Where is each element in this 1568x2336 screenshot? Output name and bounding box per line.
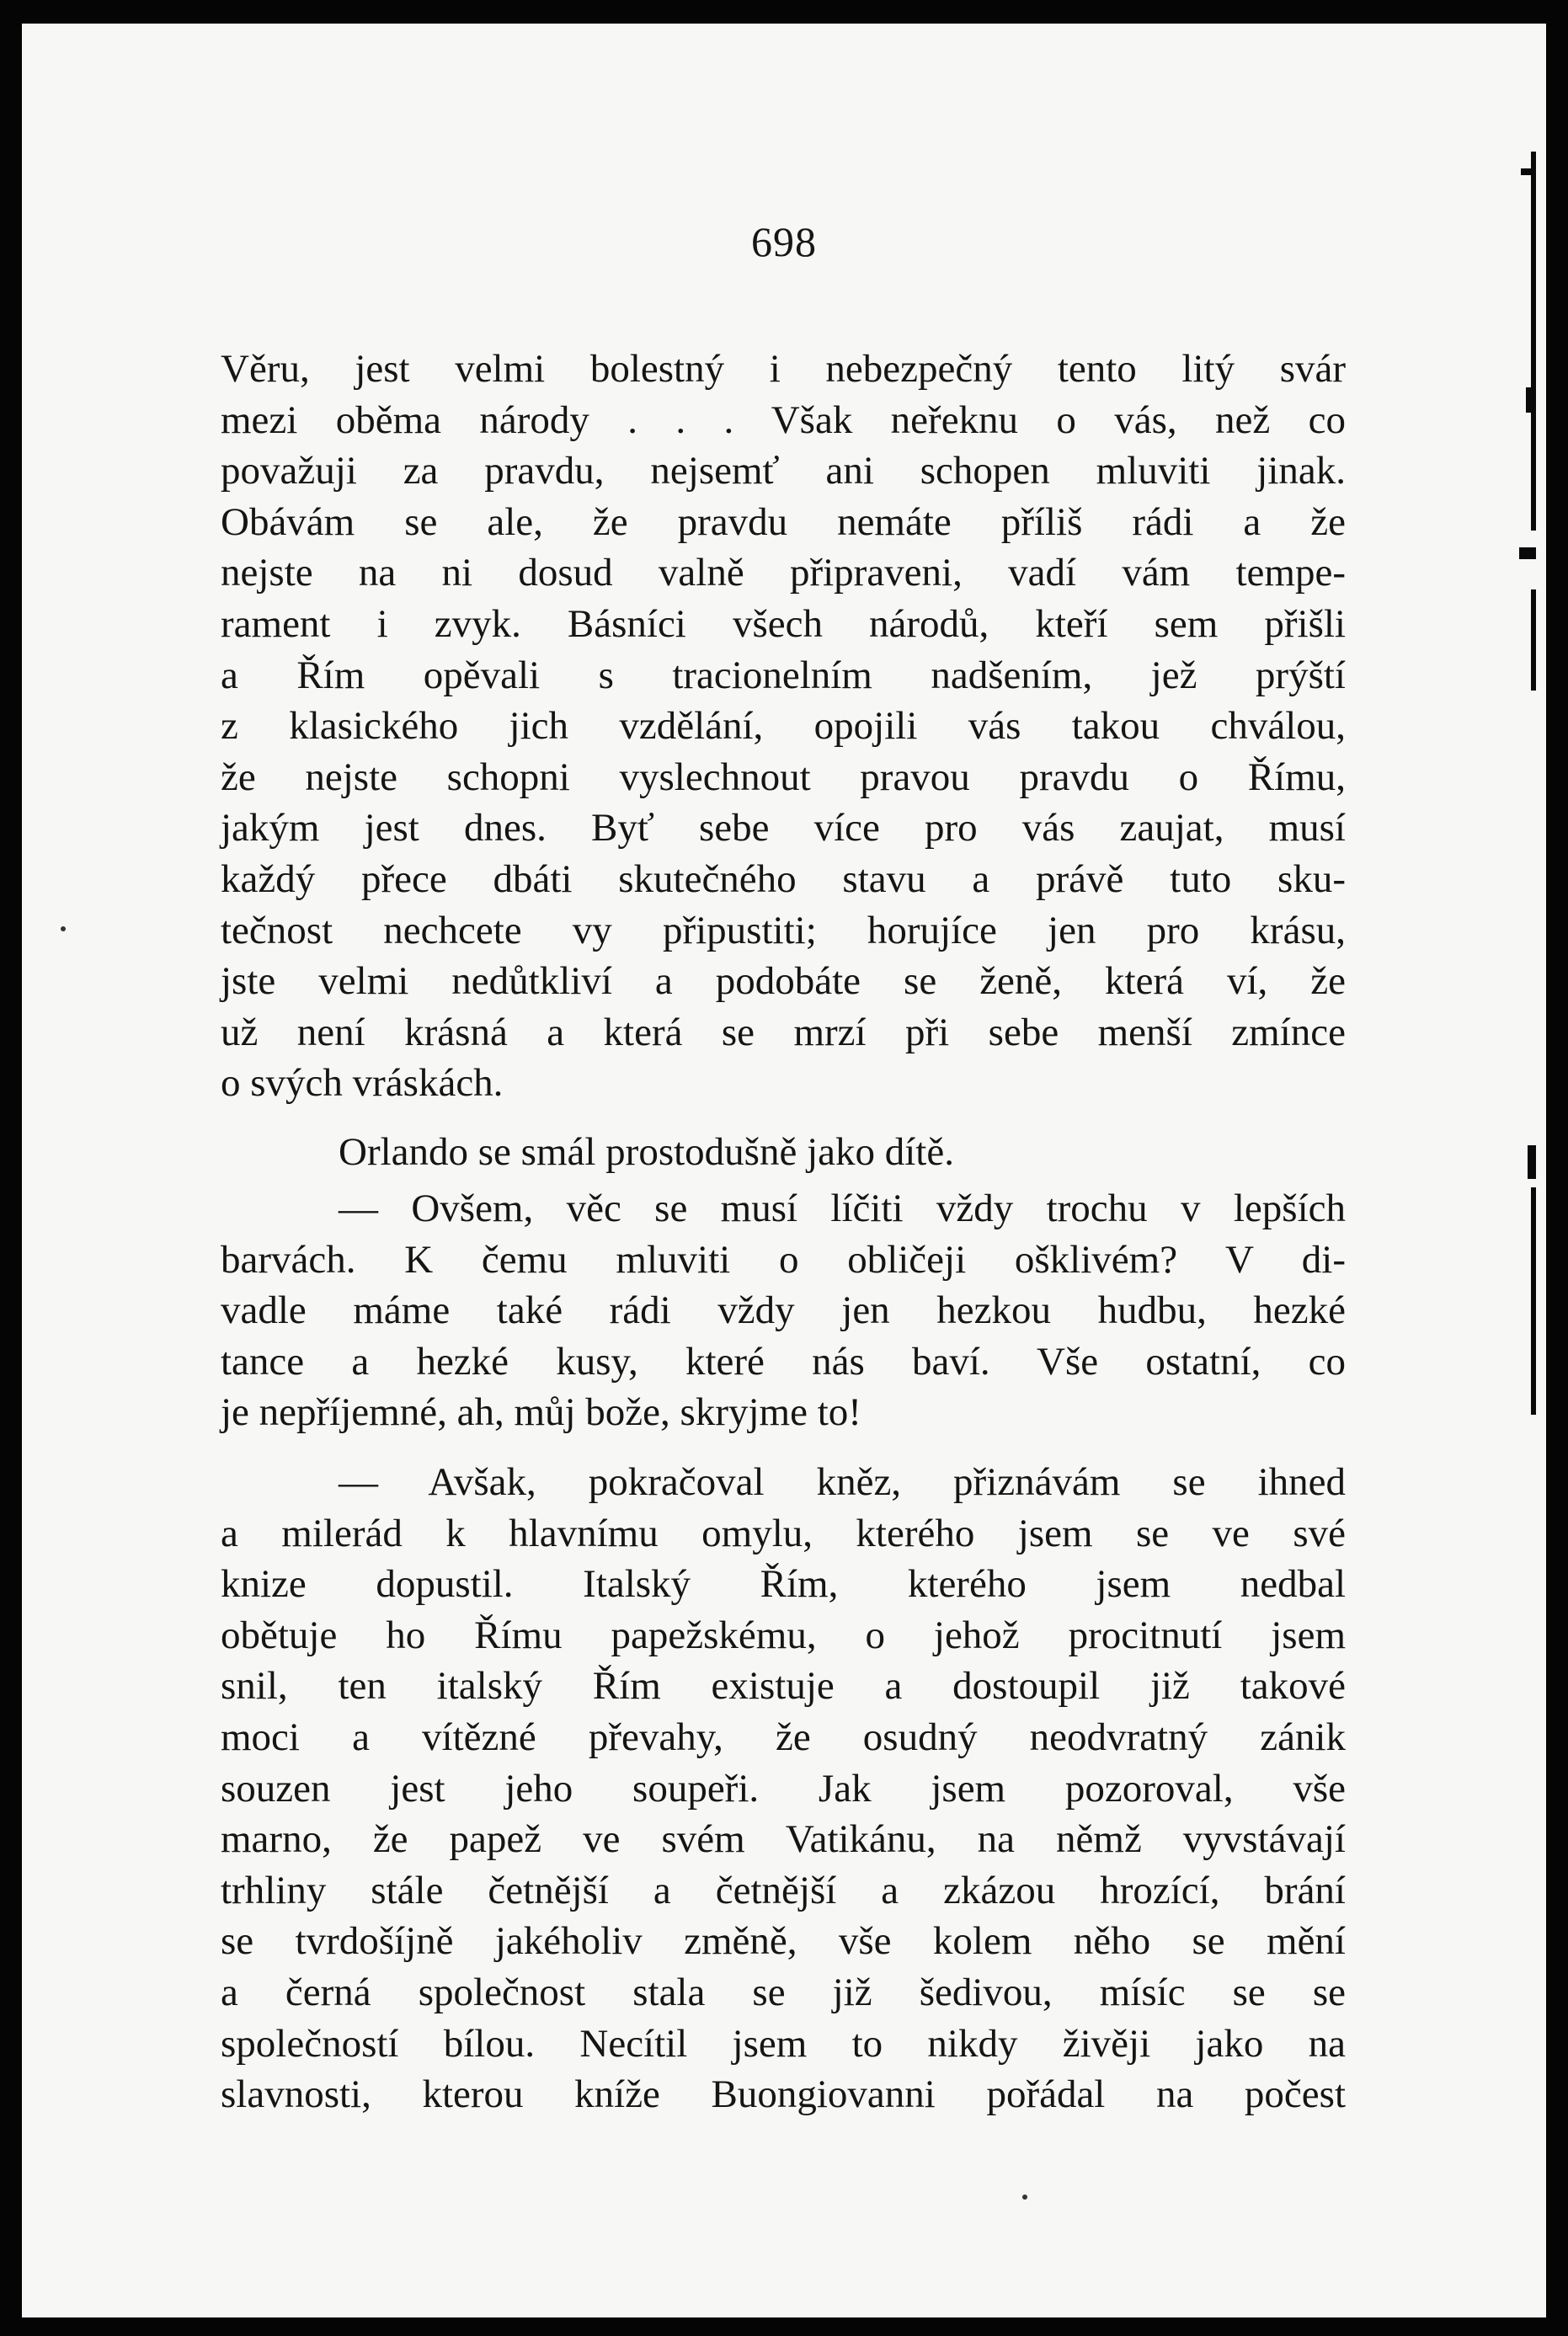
text-line: každý přece dbáti skutečného stavu a právě tuto sku- <box>221 856 1346 901</box>
text-line: že nejste schopni vyslechnout pravou pravdu o Římu, <box>221 755 1346 799</box>
scan-border-top <box>0 0 1568 24</box>
text-line: barvách. K čemu mluviti o obličeji ošklivém? V di- <box>221 1237 1346 1282</box>
text-line: považuji za pravdu, nejsemť ani schopen mluviti jinak. <box>221 449 1346 493</box>
text-line: — Ovšem, věc se musí líčiti vždy trochu v lepších <box>339 1187 1346 1230</box>
text-line: z klasického jich vzdělání, opojili vás takou chválou, <box>221 704 1346 749</box>
text-line: trhliny stále četnější a četnější a zkázou hrozící, brání <box>221 1868 1346 1912</box>
text-line: Obávám se ale, že pravdu nemáte příliš rádi a že <box>221 499 1346 544</box>
text-line: a milerád k hlavnímu omylu, kterého jsem se ve své <box>221 1511 1346 1555</box>
page-speck <box>61 926 66 931</box>
text-line: snil, ten italský Řím existuje a dostoupil již takové <box>221 1664 1346 1709</box>
text-line: o svých vráskách. <box>221 1061 504 1106</box>
scan-border-left <box>0 0 22 2336</box>
paragraph-2 <box>221 1127 1346 1178</box>
scan-border-right <box>1546 0 1568 2336</box>
paragraph-4 <box>221 1457 1346 2120</box>
text-line: a černá společnost stala se již šedivou, mísíc se se <box>221 1970 1346 2014</box>
text-line: už není krásná a která se mrzí při sebe menší zmínce <box>221 1010 1346 1054</box>
text-line: marno, že papež ve svém Vatikánu, na němž vyvstávají <box>221 1817 1346 1862</box>
text-line: tečnost nechcete vy připustiti; horujíce jen pro krásu, <box>221 908 1346 952</box>
text-line: společností bílou. Necítil jsem to nikdy živěji jako na <box>221 2021 1346 2066</box>
text-line: — Avšak, pokračoval kněz, přiznávám se ihned <box>339 1460 1346 1504</box>
binding-marks <box>1509 152 1543 1415</box>
text-line: souzen jest jeho soupeři. Jak jsem pozoroval, vše <box>221 1766 1346 1811</box>
text-line: jste velmi nedůtkliví a podobáte se ženě, která ví, že <box>221 959 1346 1004</box>
text-line: se tvrdošíjně jakéholiv změně, vše kolem něho se mění <box>221 1919 1346 1964</box>
text-line: a Řím opěvali s tracionelním nadšením, jež prýští <box>221 653 1346 697</box>
text-line: moci a vítězné převahy, že osudný neodvratný zánik <box>221 1715 1346 1759</box>
text-line: vadle máme také rádi vždy jen hezkou hudbu, hezké <box>221 1288 1346 1333</box>
paragraph-3 <box>221 1183 1346 1438</box>
paragraph-1 <box>221 344 1346 1109</box>
text-line: obětuje ho Římu papežskému, o jehož procitnutí jsem <box>221 1613 1346 1657</box>
text-line: mezi oběma národy . . . Však neřeknu o vás, než co <box>221 397 1346 442</box>
text-line: rament i zvyk. Básníci všech národů, kteří sem přišli <box>221 601 1346 646</box>
text-line: Orlando se smál prostodušně jako dítě. <box>339 1130 954 1174</box>
text-line: knize dopustil. Italský Řím, kterého jsem nedbal <box>221 1562 1346 1607</box>
text-line: Věru, jest velmi bolestný i nebezpečný tento litý svár <box>221 347 1346 391</box>
text-line: tance a hezké kusy, které nás baví. Vše ostatní, co <box>221 1339 1346 1384</box>
text-line: je nepříjemné, ah, můj bože, skryjme to! <box>221 1390 861 1435</box>
text-line: nejste na ni dosud valně připraveni, vadí vám tempe- <box>221 551 1346 595</box>
scan-border-bottom <box>0 2317 1568 2336</box>
text-line: jakým jest dnes. Byť sebe více pro vás zaujat, musí <box>221 806 1346 851</box>
page-number: 698 <box>751 218 817 265</box>
text-line: slavnosti, kterou kníže Buongiovanni pořádal na počest <box>221 2072 1346 2117</box>
page-speck <box>1022 2195 1027 2200</box>
